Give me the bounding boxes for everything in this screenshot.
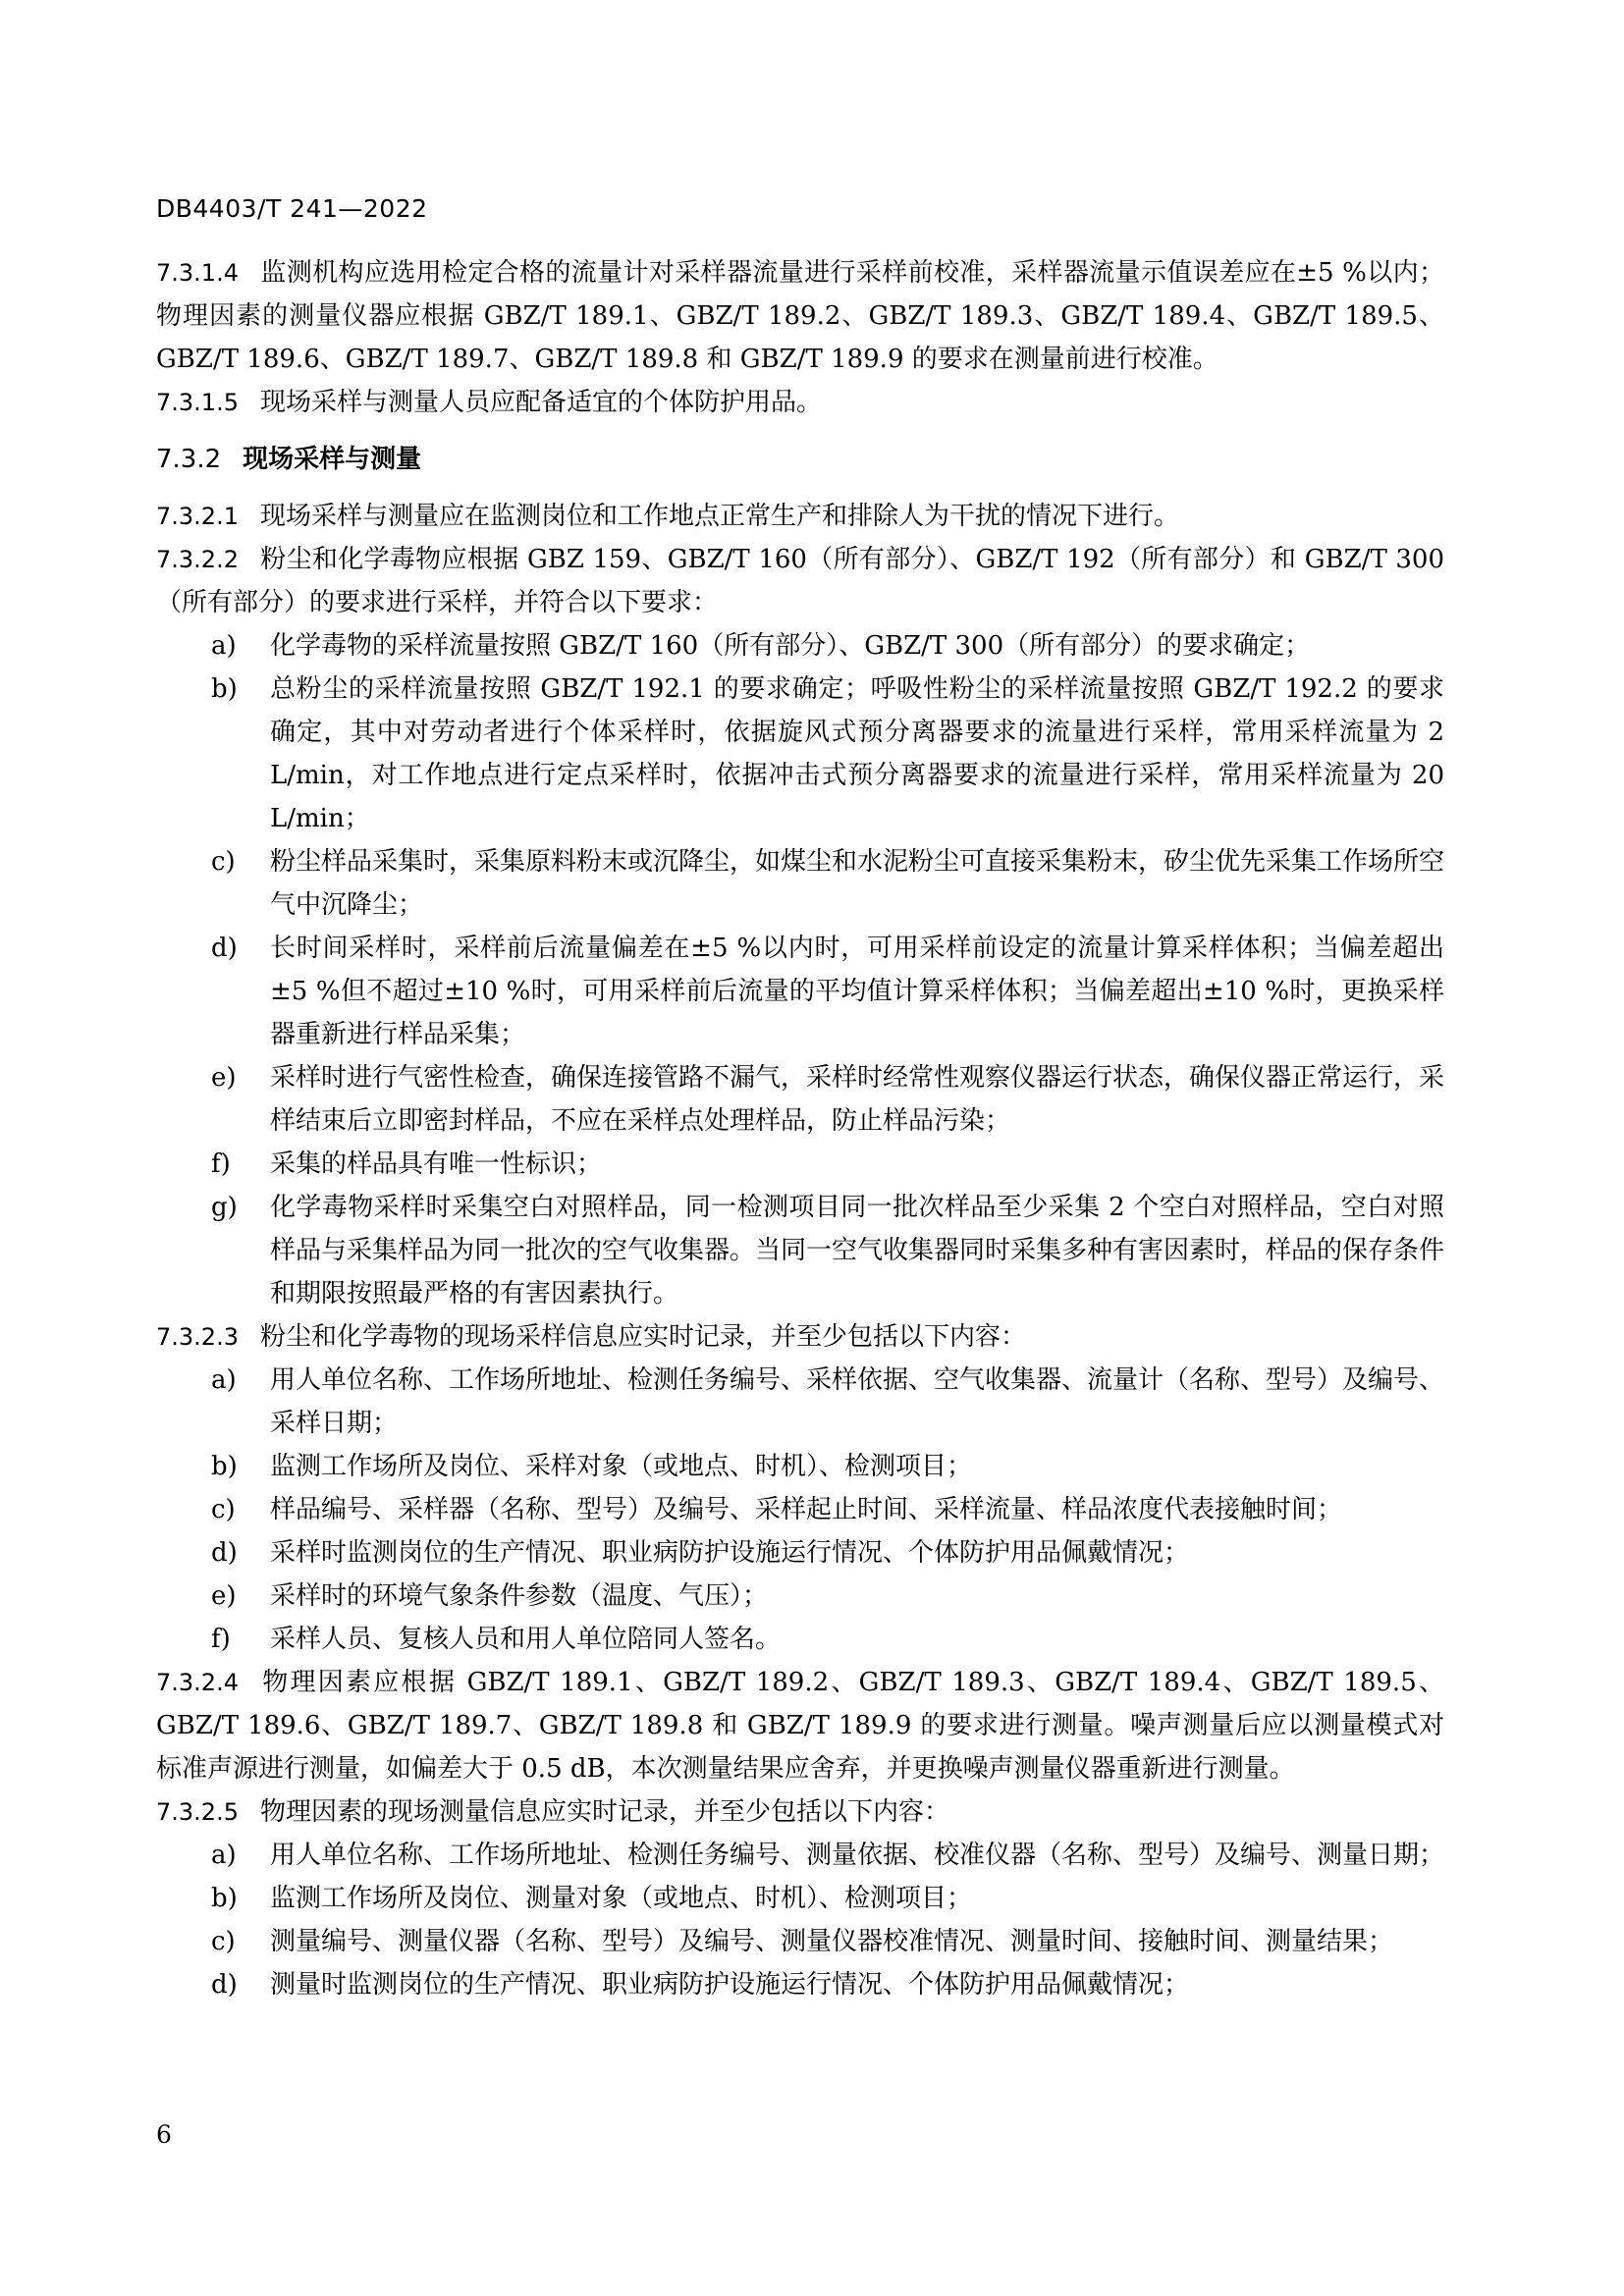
document-id-header: DB4403/T 241—2022 bbox=[156, 194, 428, 223]
list-item-text: 采样时的环境气象条件参数（温度、气压）； bbox=[270, 1581, 769, 1611]
clause-text: 现场采样与测量人员应配备适宜的个体防护用品。 bbox=[259, 388, 822, 417]
list-item bbox=[156, 1531, 1444, 1575]
list-marker: a) bbox=[211, 1365, 237, 1395]
clause-text: 粉尘和化学毒物应根据 GBZ 159、GBZ/T 160（所有部分）、GBZ/T 192（所有部分）和 GBZ/T 300（所有部分）的要求进行采样，并符合以下要求： bbox=[156, 545, 1444, 617]
list-item-text: 采样时监测岗位的生产情况、职业病防护设施运行情况、个体防护用品佩戴情况； bbox=[270, 1538, 1190, 1568]
list-item-text: 测量时监测岗位的生产情况、职业病防护设施运行情况、个体防护用品佩戴情况； bbox=[270, 1970, 1190, 2000]
clause-7-3-2-5 bbox=[156, 1790, 1444, 1834]
list-marker: c) bbox=[211, 1927, 236, 1956]
list-item bbox=[156, 1359, 1444, 1445]
list-item-text: 样品编号、采样器（名称、型号）及编号、采样起止时间、采样流量、样品浓度代表接触时间； bbox=[270, 1495, 1343, 1524]
list-marker: b) bbox=[211, 1884, 238, 1913]
clause-7-3-2-1 bbox=[156, 495, 1444, 538]
clause-7-3-2-2 bbox=[156, 538, 1444, 624]
clause-text: 粉尘和化学毒物的现场采样信息应实时记录，并至少包括以下内容： bbox=[259, 1322, 1026, 1352]
clause-text: 物理因素应根据 GBZ/T 189.1、GBZ/T 189.2、GBZ/T 189.3、GBZ/T 189.4、GBZ/T 189.5、GBZ/T 189.6、GBZ/T 189.7、GBZ/T 189.8 和 GBZ/T 189.9 的要求进行测量。噪声测量后应以测量模式对标准声源进行测量，如偏差大于 0.5 dB，本次测量结果应舍弃，并更换噪声测量仪器重新进行测量。 bbox=[156, 1668, 1444, 1784]
clause-7-3-1-4 bbox=[156, 251, 1444, 381]
list-marker: e) bbox=[211, 1063, 237, 1093]
page-number: 6 bbox=[156, 2120, 172, 2149]
clause-number: 7.3.2.2 bbox=[156, 546, 239, 573]
list-marker: f) bbox=[211, 1625, 231, 1654]
list-item bbox=[156, 1618, 1444, 1661]
list-item bbox=[156, 1488, 1444, 1531]
list-item bbox=[156, 1834, 1444, 1877]
section-title: 现场采样与测量 bbox=[243, 445, 422, 474]
list-item-text: 用人单位名称、工作场所地址、检测任务编号、测量依据、校准仪器（名称、型号）及编号、测量日期； bbox=[270, 1841, 1445, 1870]
list-marker: d) bbox=[211, 1970, 238, 2000]
clause-number: 7.3.1.4 bbox=[156, 259, 239, 287]
list-marker: c) bbox=[211, 847, 236, 877]
clause-number: 7.3.1.5 bbox=[156, 389, 239, 416]
section-heading-7-3-2 bbox=[156, 438, 1444, 481]
list-item-text: 粉尘样品采集时，采集原料粉末或沉降尘，如煤尘和水泥粉尘可直接采集粉末，矽尘优先采集工作场所空气中沉降尘； bbox=[270, 847, 1445, 920]
list-item-text: 采样人员、复核人员和用人单位陪同人签名。 bbox=[270, 1625, 782, 1654]
list-item bbox=[156, 927, 1444, 1056]
list-marker: e) bbox=[211, 1581, 237, 1611]
list-item-text: 用人单位名称、工作场所地址、检测任务编号、采样依据、空气收集器、流量计（名称、型号）及编号、采样日期； bbox=[270, 1365, 1445, 1438]
list-marker: a) bbox=[211, 1841, 237, 1870]
list-item bbox=[156, 624, 1444, 667]
list-item bbox=[156, 1143, 1444, 1186]
list-item bbox=[156, 667, 1444, 840]
clause-number: 7.3.2.5 bbox=[156, 1798, 239, 1826]
clause-7-3-2-4 bbox=[156, 1661, 1444, 1790]
list-item-text: 监测工作场所及岗位、测量对象（或地点、时机）、检测项目； bbox=[270, 1884, 973, 1913]
list-item-text: 化学毒物的采样流量按照 GBZ/T 160（所有部分）、GBZ/T 300（所有部分）的要求确定； bbox=[270, 631, 1311, 661]
clause-7-3-1-5 bbox=[156, 381, 1444, 424]
list-marker: d) bbox=[211, 934, 238, 963]
list-item-text: 长时间采样时，采样前后流量偏差在±5 %以内时，可用采样前设定的流量计算采样体积；当偏差超出±5 %但不超过±10 %时，可用采样前后流量的平均值计算采样体积；当偏差超出±10 %时，更换采样器重新进行样品采集； bbox=[270, 934, 1444, 1049]
clause-number: 7.3.2.1 bbox=[156, 503, 239, 530]
clause-text: 现场采样与测量应在监测岗位和工作地点正常生产和排除人为干扰的情况下进行。 bbox=[259, 502, 1179, 531]
list-item bbox=[156, 1963, 1444, 2006]
list-marker: a) bbox=[211, 631, 237, 661]
clause-number: 7.3.2.4 bbox=[156, 1669, 239, 1696]
list-item bbox=[156, 1920, 1444, 1963]
list-marker: c) bbox=[211, 1495, 236, 1524]
list-item bbox=[156, 840, 1444, 927]
list-item bbox=[156, 1575, 1444, 1618]
clause-number: 7.3.2.3 bbox=[156, 1323, 239, 1351]
list-marker: f) bbox=[211, 1149, 231, 1179]
clause-text: 监测机构应选用检定合格的流量计对采样器流量进行采样前校准，采样器流量示值误差应在±5 %以内；物理因素的测量仪器应根据 GBZ/T 189.1、GBZ/T 189.2、GBZ/T 189.3、GBZ/T 189.4、GBZ/T 189.5、GBZ/T 189.6、GBZ/T 189.7、GBZ/T 189.8 和 GBZ/T 189.9 的要求在测量前进行校准。 bbox=[156, 258, 1444, 374]
list-item bbox=[156, 1877, 1444, 1920]
list-marker: b) bbox=[211, 674, 238, 704]
list-item-text: 采集的样品具有唯一性标识； bbox=[270, 1149, 603, 1179]
list-item-text: 监测工作场所及岗位、采样对象（或地点、时机）、检测项目； bbox=[270, 1452, 973, 1481]
clause-text: 物理因素的现场测量信息应实时记录，并至少包括以下内容： bbox=[259, 1797, 949, 1827]
clause-7-3-2-3 bbox=[156, 1315, 1444, 1359]
list-item-text: 化学毒物采样时采集空白对照样品，同一检测项目同一批次样品至少采集 2 个空白对照样品，空白对照样品与采集样品为同一批次的空气收集器。当同一空气收集器同时采集多种有害因素时，样品的保存条件和期限按照最严格的有害因素执行。 bbox=[270, 1193, 1445, 1308]
list-marker: d) bbox=[211, 1538, 238, 1568]
section-number: 7.3.2 bbox=[156, 445, 222, 474]
list-item bbox=[156, 1056, 1444, 1143]
list-item-text: 采样时进行气密性检查，确保连接管路不漏气，采样时经常性观察仪器运行状态，确保仪器正常运行，采样结束后立即密封样品，不应在采样点处理样品，防止样品污染； bbox=[270, 1063, 1445, 1136]
list-item bbox=[156, 1186, 1444, 1315]
document-body bbox=[156, 251, 1444, 2006]
list-marker: b) bbox=[211, 1452, 238, 1481]
list-marker: g) bbox=[211, 1193, 238, 1222]
list-item bbox=[156, 1445, 1444, 1488]
list-item-text: 测量编号、测量仪器（名称、型号）及编号、测量仪器校准情况、测量时间、接触时间、测量结果； bbox=[270, 1927, 1394, 1956]
list-item-text: 总粉尘的采样流量按照 GBZ/T 192.1 的要求确定；呼吸性粉尘的采样流量按照 GBZ/T 192.2 的要求确定，其中对劳动者进行个体采样时，依据旋风式预分离器要求的流量进行采样，常用采样流量为 2 L/min，对工作地点进行定点采样时，依据冲击式预分离器要求的流量进行采样，常用采样流量为 20 L/min； bbox=[270, 674, 1444, 833]
